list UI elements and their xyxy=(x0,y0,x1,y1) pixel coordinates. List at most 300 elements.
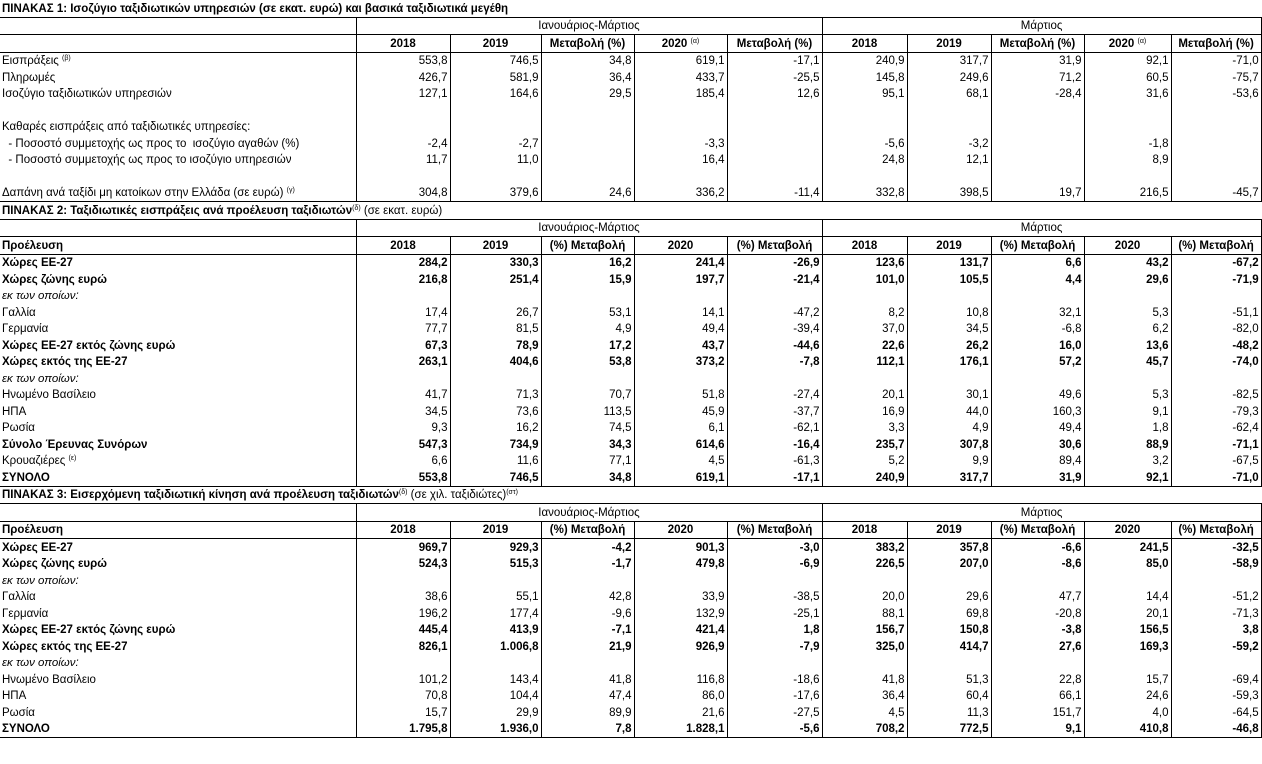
t3-row-label-text: Χώρες ΕΕ-27 εκτός ζώνης ευρώ xyxy=(2,624,176,636)
t3-value-cell: 88,1 xyxy=(822,605,907,622)
t1-value-cell: 216,5 xyxy=(1084,185,1171,202)
t3-col-header xyxy=(541,521,634,539)
t2-value-cell: 746,5 xyxy=(450,469,541,486)
t1-row-label-text: Πληρωμές xyxy=(2,71,56,84)
t1-value-cell: -45,7 xyxy=(1171,185,1261,202)
t1-value-cell: 145,8 xyxy=(822,69,907,86)
t3-value-cell xyxy=(450,572,541,589)
t1-col-header-label: Μεταβολή (%) xyxy=(736,37,813,50)
t3-value-cell: 36,4 xyxy=(822,688,907,705)
t2-col-header xyxy=(991,237,1084,255)
t1-value-cell: 426,7 xyxy=(356,69,450,86)
t3-row-label xyxy=(0,589,356,606)
t1-value-cell xyxy=(1084,102,1171,119)
t3-col-header-label: 2020 xyxy=(667,524,694,536)
t2-value-cell: 3,3 xyxy=(822,420,907,437)
t2-row-label xyxy=(0,254,356,271)
t1-value-cell xyxy=(727,119,822,136)
t1-row xyxy=(0,86,1261,103)
t3-value-cell: 445,4 xyxy=(356,622,450,639)
t2-title-unit: (σε εκατ. ευρώ) xyxy=(360,204,443,217)
t3-group-jan-mar: Ιανουάριος-Μάρτιος xyxy=(356,504,822,522)
t1-value-cell: 332,8 xyxy=(822,185,907,202)
t1-col-header-label: 2019 xyxy=(482,37,509,50)
t1-value-cell xyxy=(634,168,727,185)
t3-value-cell: 143,4 xyxy=(450,671,541,688)
t3-row xyxy=(0,622,1261,639)
t2-title-footnote: (δ) xyxy=(352,204,361,212)
t2-value-cell: 74,5 xyxy=(541,420,634,437)
t2-col-header-label: (%) Μεταβολή xyxy=(736,239,813,252)
t2-value-cell: 317,7 xyxy=(907,469,991,486)
t1-value-cell: 60,5 xyxy=(1084,69,1171,86)
t1-row-footnote: (β) xyxy=(62,55,71,62)
t3-row-label-text: Γερμανία xyxy=(2,607,49,620)
t2-row-label xyxy=(0,321,356,338)
t2-value-cell: 547,3 xyxy=(356,436,450,453)
t2-value-cell: 9,3 xyxy=(356,420,450,437)
t2-value-cell: 41,7 xyxy=(356,387,450,404)
t1-value-cell xyxy=(1171,102,1261,119)
t2-value-cell: 73,6 xyxy=(450,403,541,420)
t2-value-cell: 10,8 xyxy=(907,304,991,321)
t1-value-cell: 398,5 xyxy=(907,185,991,202)
t2-row-label xyxy=(0,387,356,404)
t1-value-cell xyxy=(541,152,634,169)
t1-value-cell xyxy=(727,102,822,119)
t3-value-cell: 3,8 xyxy=(1171,622,1261,639)
t3-value-cell: 21,9 xyxy=(541,638,634,655)
t2-value-cell: -71,9 xyxy=(1171,271,1261,288)
t1-row-label xyxy=(0,52,356,69)
t2-value-cell: -67,2 xyxy=(1171,254,1261,271)
t1-value-cell: 240,9 xyxy=(822,52,907,69)
t1-row-label xyxy=(0,119,356,136)
t2-value-cell: 1,8 xyxy=(1084,420,1171,437)
t3-value-cell: -71,3 xyxy=(1171,605,1261,622)
t2-value-cell: 614,6 xyxy=(634,436,727,453)
t3-value-cell: 69,8 xyxy=(907,605,991,622)
t1-value-cell xyxy=(1171,152,1261,169)
t2-value-cell: 235,7 xyxy=(822,436,907,453)
t3-col-header-label: (%) Μεταβολή xyxy=(549,524,626,536)
t3-value-cell: 1.795,8 xyxy=(356,721,450,738)
t3-value-cell xyxy=(1084,572,1171,589)
t3-value-cell: 85,0 xyxy=(1084,556,1171,573)
t3-value-cell: 20,0 xyxy=(822,589,907,606)
t2-value-cell: 330,3 xyxy=(450,254,541,271)
t3-value-cell: 60,4 xyxy=(907,688,991,705)
t2-value-cell: 31,9 xyxy=(991,469,1084,486)
t3-value-cell xyxy=(907,655,991,672)
t3-column-header-row xyxy=(0,521,1261,539)
t3-value-cell: 413,9 xyxy=(450,622,541,639)
t2-value-cell: 5,3 xyxy=(1084,387,1171,404)
t3-value-cell: -9,6 xyxy=(541,605,634,622)
t2-col-header xyxy=(907,237,991,255)
t1-row-footnote: (γ) xyxy=(286,187,295,194)
t2-row xyxy=(0,354,1261,371)
t2-value-cell: 78,9 xyxy=(450,337,541,354)
t1-value-cell xyxy=(907,119,991,136)
t2-value-cell: 71,3 xyxy=(450,387,541,404)
t3-title-row xyxy=(0,486,1261,504)
t3-value-cell: 55,1 xyxy=(450,589,541,606)
t2-value-cell: 619,1 xyxy=(634,469,727,486)
t1-origin-header xyxy=(0,35,356,53)
t3-value-cell: 151,7 xyxy=(991,704,1084,721)
t2-row xyxy=(0,288,1261,305)
t2-row xyxy=(0,370,1261,387)
t3-row-label xyxy=(0,572,356,589)
t2-value-cell: 197,7 xyxy=(634,271,727,288)
t2-row xyxy=(0,271,1261,288)
t2-value-cell: -71,0 xyxy=(1171,469,1261,486)
t1-value-cell: 19,7 xyxy=(991,185,1084,202)
t3-value-cell xyxy=(541,655,634,672)
t3-value-cell: -25,1 xyxy=(727,605,822,622)
t3-value-cell: -46,8 xyxy=(1171,721,1261,738)
t1-row xyxy=(0,185,1261,202)
t3-value-cell xyxy=(356,572,450,589)
t3-value-cell: 15,7 xyxy=(356,704,450,721)
t3-value-cell: -64,5 xyxy=(1171,704,1261,721)
t2-row-label xyxy=(0,337,356,354)
t3-row-label-text: εκ των οποίων: xyxy=(2,574,79,587)
t3-value-cell: 969,7 xyxy=(356,539,450,556)
t2-value-cell: -21,4 xyxy=(727,271,822,288)
t2-row-label xyxy=(0,403,356,420)
t2-row xyxy=(0,436,1261,453)
t2-value-cell xyxy=(822,370,907,387)
t2-value-cell: 16,9 xyxy=(822,403,907,420)
t2-col-header xyxy=(1084,237,1171,255)
t3-value-cell: 9,1 xyxy=(991,721,1084,738)
t3-value-cell: 241,5 xyxy=(1084,539,1171,556)
t1-row xyxy=(0,119,1261,136)
t2-value-cell: 37,0 xyxy=(822,321,907,338)
t3-value-cell: -4,2 xyxy=(541,539,634,556)
t3-value-cell: 479,8 xyxy=(634,556,727,573)
t1-value-cell: 16,4 xyxy=(634,152,727,169)
t3-value-cell: 150,8 xyxy=(907,622,991,639)
t1-col-header xyxy=(356,35,450,53)
t3-value-cell: 226,5 xyxy=(822,556,907,573)
t2-value-cell: 112,1 xyxy=(822,354,907,371)
t1-value-cell xyxy=(991,102,1084,119)
t3-value-cell: 177,4 xyxy=(450,605,541,622)
t2-value-cell xyxy=(1084,370,1171,387)
t2-row-label-text: Χώρες ΕΕ-27 xyxy=(2,257,73,269)
t3-title-footnote: (δ) xyxy=(398,489,408,496)
t1-footnote-a: (α) xyxy=(690,37,700,45)
t1-value-cell: 11,7 xyxy=(356,152,450,169)
t2-value-cell: 34,5 xyxy=(907,321,991,338)
t3-value-cell: 826,1 xyxy=(356,638,450,655)
t2-row-label-text: Ρωσία xyxy=(2,422,35,434)
t2-value-cell: -74,0 xyxy=(1171,354,1261,371)
t3-row xyxy=(0,688,1261,705)
t3-value-cell: 33,9 xyxy=(634,589,727,606)
t3-value-cell xyxy=(356,655,450,672)
t2-value-cell: 5,2 xyxy=(822,453,907,470)
t1-row-label-text: Εισπράξεις xyxy=(2,55,59,67)
t2-value-cell: 20,1 xyxy=(822,387,907,404)
t3-value-cell: -6,6 xyxy=(991,539,1084,556)
t3-value-cell: -32,5 xyxy=(1171,539,1261,556)
t1-value-cell: 11,0 xyxy=(450,152,541,169)
t1-value-cell: 24,6 xyxy=(541,185,634,202)
t3-value-cell: 4,5 xyxy=(822,704,907,721)
t3-value-cell: 156,7 xyxy=(822,622,907,639)
t1-value-cell xyxy=(450,102,541,119)
t3-row-label xyxy=(0,721,356,738)
t1-value-cell xyxy=(727,152,822,169)
t3-row-label xyxy=(0,704,356,721)
t3-value-cell: 325,0 xyxy=(822,638,907,655)
t1-col-header-label: Μεταβολή (%) xyxy=(549,37,626,50)
t3-col-header xyxy=(991,521,1084,539)
t1-row xyxy=(0,102,1261,119)
t3-value-cell: -3,8 xyxy=(991,622,1084,639)
t2-value-cell: 240,9 xyxy=(822,469,907,486)
t3-value-cell xyxy=(991,655,1084,672)
t2-value-cell: 77,1 xyxy=(541,453,634,470)
t3-value-cell xyxy=(634,655,727,672)
t2-value-cell: 9,1 xyxy=(1084,403,1171,420)
t2-col-header xyxy=(541,237,634,255)
t1-col-header-label: 2019 xyxy=(936,37,962,50)
t2-value-cell xyxy=(1084,288,1171,305)
t2-value-cell: 49,6 xyxy=(991,387,1084,404)
t3-value-cell: 207,0 xyxy=(907,556,991,573)
t2-value-cell: 34,5 xyxy=(356,403,450,420)
t3-value-cell xyxy=(822,655,907,672)
t3-col-header-label: 2018 xyxy=(390,524,416,536)
t3-group-header-spacer xyxy=(0,504,356,522)
t3-value-cell: 86,0 xyxy=(634,688,727,705)
t3-col-header xyxy=(356,521,450,539)
t1-col-header xyxy=(634,35,727,53)
t2-value-cell xyxy=(450,288,541,305)
t2-col-header-label: 2020 xyxy=(667,239,694,252)
t2-value-cell xyxy=(991,288,1084,305)
t1-value-cell xyxy=(822,102,907,119)
t1-value-cell xyxy=(356,102,450,119)
t3-value-cell: 1.828,1 xyxy=(634,721,727,738)
t1-title-row xyxy=(0,0,1261,17)
t1-value-cell: -25,5 xyxy=(727,69,822,86)
t3-value-cell: 156,5 xyxy=(1084,622,1171,639)
t3-col-header xyxy=(907,521,991,539)
t3-title xyxy=(0,486,1261,504)
t1-value-cell: 31,6 xyxy=(1084,86,1171,103)
t1-value-cell xyxy=(541,168,634,185)
t1-col-header-label: 2020 xyxy=(661,37,688,50)
t3-col-header xyxy=(634,521,727,539)
t2-col-header-label: 2019 xyxy=(482,239,509,252)
t1-col-header-label: 2020 xyxy=(1108,37,1135,50)
t1-row-label xyxy=(0,168,356,185)
t3-row-label xyxy=(0,671,356,688)
t2-value-cell: -17,1 xyxy=(727,469,822,486)
t3-value-cell: 7,8 xyxy=(541,721,634,738)
t1-row-label xyxy=(0,135,356,152)
t2-origin-header: Προέλευση xyxy=(0,237,356,255)
t3-value-cell: -20,8 xyxy=(991,605,1084,622)
t3-value-cell: 11,3 xyxy=(907,704,991,721)
t1-value-cell: 317,7 xyxy=(907,52,991,69)
t1-group-header-spacer xyxy=(0,17,356,35)
t3-value-cell: 357,8 xyxy=(907,539,991,556)
t1-value-cell: 24,8 xyxy=(822,152,907,169)
t1-value-cell: -2,4 xyxy=(356,135,450,152)
t1-value-cell xyxy=(991,119,1084,136)
t3-value-cell: 901,3 xyxy=(634,539,727,556)
t1-value-cell: 12,1 xyxy=(907,152,991,169)
t1-value-cell xyxy=(727,168,822,185)
t2-row-label-text: Ηνωμένο Βασίλειο xyxy=(2,389,96,401)
t1-title-text: ΠΙΝΑΚΑΣ 1: Ισοζύγιο ταξιδιωτικών υπηρεσιών (σε εκατ. ευρώ) και βασικά ταξιδιωτικά μεγέθη xyxy=(2,2,509,15)
t2-value-cell: 34,3 xyxy=(541,436,634,453)
t3-value-cell: 708,2 xyxy=(822,721,907,738)
t1-col-header-label: 2018 xyxy=(851,37,878,50)
t2-value-cell: 70,7 xyxy=(541,387,634,404)
t3-value-cell: 929,3 xyxy=(450,539,541,556)
t3-value-cell: 104,4 xyxy=(450,688,541,705)
t1-group-jan-mar: Ιανουάριος-Μάρτιος xyxy=(356,17,822,35)
t2-col-header xyxy=(727,237,822,255)
t3-group-header-row xyxy=(0,504,1261,522)
t3-value-cell: -59,3 xyxy=(1171,688,1261,705)
t1-title xyxy=(0,0,1261,17)
t1-value-cell: 127,1 xyxy=(356,86,450,103)
t1-value-cell: 619,1 xyxy=(634,52,727,69)
t1-row-label-text: Δαπάνη ανά ταξίδι μη κατοίκων στην Ελλάδα (σε ευρώ) xyxy=(2,187,284,199)
t3-value-cell: 383,2 xyxy=(822,539,907,556)
t1-col-header xyxy=(541,35,634,53)
t3-value-cell: -27,5 xyxy=(727,704,822,721)
t2-row xyxy=(0,321,1261,338)
t3-value-cell: -58,9 xyxy=(1171,556,1261,573)
t1-value-cell xyxy=(634,119,727,136)
t3-value-cell: 414,7 xyxy=(907,638,991,655)
t1-value-cell: 29,5 xyxy=(541,86,634,103)
t1-value-cell: 12,6 xyxy=(727,86,822,103)
t1-value-cell xyxy=(356,119,450,136)
t2-value-cell: 53,1 xyxy=(541,304,634,321)
t1-col-header-label: Μεταβολή (%) xyxy=(1178,37,1254,50)
t3-title-footnote-2: (στ) xyxy=(506,489,518,496)
t3-value-cell xyxy=(907,572,991,589)
t3-value-cell: 1.936,0 xyxy=(450,721,541,738)
t2-value-cell: 67,3 xyxy=(356,337,450,354)
t3-value-cell xyxy=(450,655,541,672)
t1-group-header-row xyxy=(0,17,1261,35)
t1-value-cell: -71,0 xyxy=(1171,52,1261,69)
t2-value-cell: 4,5 xyxy=(634,453,727,470)
t1-col-header-label: Μεταβολή (%) xyxy=(999,37,1076,50)
t2-value-cell: 49,4 xyxy=(991,420,1084,437)
t1-value-cell: 553,8 xyxy=(356,52,450,69)
t2-value-cell xyxy=(356,288,450,305)
t2-group-header-spacer xyxy=(0,219,356,237)
t3-value-cell: 51,3 xyxy=(907,671,991,688)
t2-value-cell: 51,8 xyxy=(634,387,727,404)
t2-value-cell: 123,6 xyxy=(822,254,907,271)
t1-value-cell xyxy=(634,102,727,119)
t2-value-cell: 44,0 xyxy=(907,403,991,420)
t1-value-cell: 36,4 xyxy=(541,69,634,86)
t3-row xyxy=(0,655,1261,672)
t2-col-header xyxy=(450,237,541,255)
t3-value-cell: 101,2 xyxy=(356,671,450,688)
t2-row-label-text: Γαλλία xyxy=(2,306,36,319)
t1-row-label xyxy=(0,152,356,169)
t1-value-cell: 34,8 xyxy=(541,52,634,69)
t2-value-cell: 251,4 xyxy=(450,271,541,288)
t1-value-cell xyxy=(1171,168,1261,185)
t3-value-cell: 41,8 xyxy=(541,671,634,688)
t3-col-header-label: 2018 xyxy=(851,524,878,536)
t1-value-cell xyxy=(1084,168,1171,185)
t3-value-cell: -1,7 xyxy=(541,556,634,573)
t3-value-cell: 169,3 xyxy=(1084,638,1171,655)
t2-value-cell xyxy=(450,370,541,387)
t2-row xyxy=(0,337,1261,354)
t1-col-header xyxy=(907,35,991,53)
t1-value-cell xyxy=(541,135,634,152)
t1-value-cell: 71,2 xyxy=(991,69,1084,86)
t1-value-cell: 336,2 xyxy=(634,185,727,202)
t2-value-cell: -16,4 xyxy=(727,436,822,453)
t1-value-cell xyxy=(356,168,450,185)
t2-row-label xyxy=(0,469,356,486)
t3-value-cell: 1,8 xyxy=(727,622,822,639)
t3-col-header xyxy=(1084,521,1171,539)
t2-row-label-text: Γερμανία xyxy=(2,323,49,335)
t2-value-cell: -61,3 xyxy=(727,453,822,470)
t2-value-cell: 26,7 xyxy=(450,304,541,321)
t2-value-cell: 13,6 xyxy=(1084,337,1171,354)
t2-value-cell: 81,5 xyxy=(450,321,541,338)
t1-row xyxy=(0,69,1261,86)
t2-value-cell: 29,6 xyxy=(1084,271,1171,288)
t1-col-header xyxy=(727,35,822,53)
t3-value-cell: -51,2 xyxy=(1171,589,1261,606)
t3-value-cell xyxy=(1171,655,1261,672)
t1-value-cell: -1,8 xyxy=(1084,135,1171,152)
t3-value-cell: 15,7 xyxy=(1084,671,1171,688)
t1-value-cell xyxy=(822,168,907,185)
t1-row-label xyxy=(0,86,356,103)
t3-row-label xyxy=(0,622,356,639)
t2-value-cell: 17,2 xyxy=(541,337,634,354)
t3-value-cell xyxy=(727,572,822,589)
t2-group-header-row xyxy=(0,219,1261,237)
t2-row xyxy=(0,387,1261,404)
t3-value-cell: 29,6 xyxy=(907,589,991,606)
t1-value-cell xyxy=(450,168,541,185)
t2-value-cell: 284,2 xyxy=(356,254,450,271)
t2-value-cell: 113,5 xyxy=(541,403,634,420)
t2-value-cell xyxy=(907,288,991,305)
t3-value-cell: 22,8 xyxy=(991,671,1084,688)
t1-col-header-label: 2018 xyxy=(390,37,416,50)
t2-value-cell: 11,6 xyxy=(450,453,541,470)
t2-value-cell: -26,9 xyxy=(727,254,822,271)
t2-value-cell: 6,6 xyxy=(356,453,450,470)
